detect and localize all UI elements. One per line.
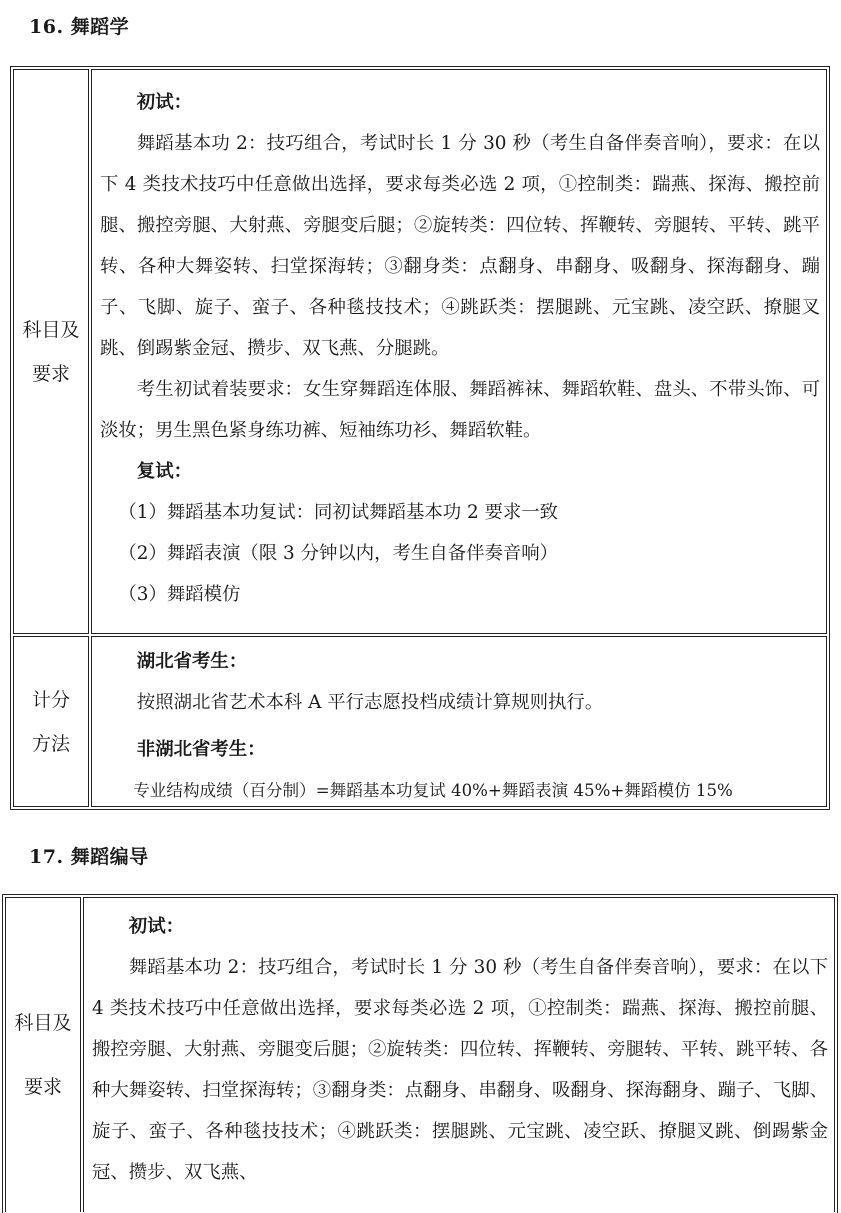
section-heading-choreography: 17. 舞蹈编导 [29, 846, 149, 868]
label-line: 方法 [31, 732, 70, 755]
paragraph-preliminary-heading: 初试： [128, 916, 184, 937]
label-scoring-method [13, 636, 89, 807]
paragraph-basic-skills: 舞蹈基本功 2：技巧组合，考试时长 1 分 30 秒（考生自备伴奏音响），要求：在以下 4 类技术技巧中任意做出选择，要求每类必选 2 项，①控制类：踹燕、探海、搬控前腿、搬控旁腿、大射燕、旁腿变后腿；②旋转类：四位转、挥鞭转、旁腿转、平转、跳平转、各种大舞姿转、扫堂探海转；③翻身类：点翻身、串翻身、吸翻身、探海翻身、蹦子、飞脚、旋子、蛮子、各种毯技技术；④跳跃类：摆腿跳、元宝跳、凌空跃、撩腿叉跳、倒踢紫金冠、攒步、双飞燕、 [92, 957, 828, 1183]
paragraph-hubei-heading: 湖北省考生： [136, 651, 248, 672]
paragraph-retest-heading: 复试： [136, 461, 192, 482]
paragraph-hubei-rule: 按照湖北省艺术本科 A 平行志愿投档成绩计算规则执行。 [136, 692, 604, 713]
content-subjects-requirements [83, 897, 835, 1212]
content-subjects-requirements [91, 69, 827, 634]
paragraph-non-hubei-formula: 专业结构成绩（百分制）=舞蹈基本功复试 40%+舞蹈表演 45%+舞蹈模仿 15% [133, 781, 733, 800]
paragraph-non-hubei-heading: 非湖北省考生： [136, 739, 266, 760]
label-line: 要求 [31, 362, 70, 385]
table-choreography [2, 894, 838, 1213]
paragraph-preliminary-heading: 初试： [136, 92, 192, 113]
label-line: 科目及 [22, 318, 80, 341]
paragraph-retest-item-1: （1）舞蹈基本功复试：同初试舞蹈基本功 2 要求一致 [118, 502, 559, 523]
label-line: 科目及 [14, 1012, 72, 1034]
paragraph-dress-code: 考生初试着装要求：女生穿舞蹈连体服、舞蹈裤袜、舞蹈软鞋、盘头、不带头饰、可淡妆；男生黑色紧身练功裤、短袖练功衫、舞蹈软鞋。 [100, 379, 820, 441]
table-dance-studies [10, 66, 830, 810]
label-subjects-requirements [13, 69, 89, 634]
label-line: 计分 [31, 688, 70, 711]
content-scoring-method [91, 636, 827, 807]
paragraph-basic-skills: 舞蹈基本功 2：技巧组合，考试时长 1 分 30 秒（考生自备伴奏音响），要求：在以下 4 类技术技巧中任意做出选择，要求每类必选 2 项，①控制类：踹燕、探海、搬控前腿、搬控旁腿、大射燕、旁腿变后腿；②旋转类：四位转、挥鞭转、旁腿转、平转、跳平转、各种大舞姿转、扫堂探海转；③翻身类：点翻身、串翻身、吸翻身、探海翻身、蹦子、飞脚、旋子、蛮子、各种毯技技术；④跳跃类：摆腿跳、元宝跳、凌空跃、撩腿叉跳、倒踢紫金冠、攒步、双飞燕、分腿跳。 [100, 133, 820, 359]
paragraph-retest-item-3: （3）舞蹈模仿 [118, 584, 241, 605]
label-line: 要求 [23, 1076, 62, 1098]
label-subjects-requirements [5, 897, 81, 1212]
paragraph-retest-item-2: （2）舞蹈表演（限 3 分钟以内，考生自备伴奏音响） [118, 543, 559, 564]
section-heading-dance-studies: 16. 舞蹈学 [29, 16, 130, 38]
